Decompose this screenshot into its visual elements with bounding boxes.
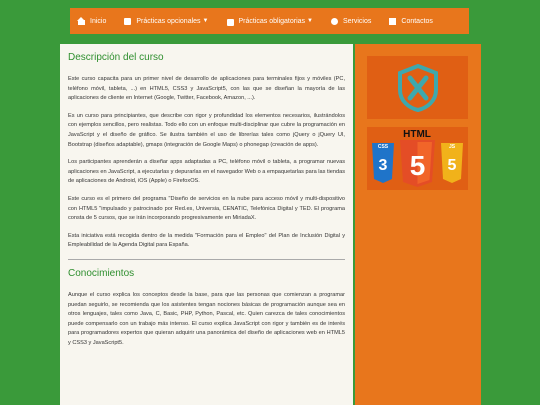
svg-text:3: 3	[378, 157, 388, 174]
nav-item-practicas-opcionales[interactable]	[124, 18, 208, 25]
home-icon	[78, 18, 85, 25]
gear-icon	[331, 18, 338, 25]
html5-number: 5	[409, 150, 426, 181]
paragraph: Esta iniciativa está recogida dentro de la medida "Formación para el Empleo" del Plan de Inclusión Digital y Empleabilidad de la Agenda Digital para España.	[68, 232, 345, 249]
briefcase-icon	[227, 19, 234, 26]
caret-down-icon: ▼	[307, 18, 313, 24]
nav-item-label: Servicios	[342, 17, 372, 25]
book-icon	[124, 18, 131, 25]
paragraph: Es un curso para principiantes, que describe con rigor y profundidad los elementos necesarios, ilustrándolos con ejemplos sencillos, pero realistas. Todo ello con un enfoque multi-disciplinar que cubre la programación en JavaScript y el diseño de gráfico. Se ilustra también el uso de librerías tales como jQuery o jQuery UI, Bootstrap (diseños adaptable), gmaps (integración de Google Maps) o phonegap (creación de apps).	[68, 112, 345, 148]
nav-item-inicio[interactable]	[78, 18, 106, 25]
section-title: Conocimientos	[68, 267, 135, 279]
paragraph: Aunque el curso explica los conceptos desde la base, para que las personas que comienzan a programar puedan seguirlo, se recomienda que los asistentes tengan nociones básicas de programación aunque sea en otros lenguajes, tales como Java, C, Basic, PHP, Python, Pascal, etc. Quien carezca de tales conocimientos puede compensarlo con un trabajo más intenso. El curso explica JavaScript con rigor y también es de interés para programadores expertos que quieran adquirir una panorámica del diseño de aplicaciones web en HTML5 y CSS3 y JavaScript5.	[68, 291, 345, 346]
nav-item-practicas-obligatorias[interactable]	[227, 18, 313, 25]
html5-css3-js-logo-icon[interactable]	[367, 127, 468, 190]
svg-text:5: 5	[447, 157, 457, 174]
js-logo-label: JS	[448, 144, 456, 150]
main-content	[60, 44, 353, 405]
html-logo-title: HTML	[403, 129, 431, 140]
nav-item-label: Prácticas obligatorias	[238, 17, 306, 25]
nav-item-contactos[interactable]	[389, 18, 433, 25]
section-title: Descripción del curso	[68, 52, 164, 63]
mail-icon	[389, 18, 396, 25]
paragraph: Este curso capacita para un primer nivel de desarrollo de aplicaciones para terminales fijos y móviles (PC, teléfono móvil, tableta, ...) en HTML5, CSS3 y JavaScript5, con las que se diseñan la mayoría de las aplicaciones de cliente en Internet (Google, Twitter, Facebook, Amazon, ...).	[68, 76, 345, 102]
paragraph: Este curso es el primero del programa "Diseño de servicios en la nube para acceso móvil y multi-dispositivo con HTML5 "impulsado y patrocinado por Red.es, Universia, CENATIC, Telefónica Digital y TED. El programa consta de 5 cursos, que se irán incorporando progresivamente en MiriadaX.	[68, 195, 345, 222]
nav-item-label: Inicio	[90, 17, 107, 25]
paragraph: Los participantes aprenderán a diseñar apps adaptadas a PC, teléfono móvil o tableta, a programar nuevas aplicaciones en JavaScript, a ejecutarlas y depurarlas en el navegador Web o a empaquetarlas para las tiendas de aplicaciones de Android, iOS (Apple) o FirefoxOS.	[68, 159, 345, 185]
nav-item-label: Contactos	[401, 17, 433, 25]
sidebar	[355, 44, 481, 405]
section-divider	[68, 259, 345, 260]
caret-down-icon: ▼	[202, 18, 209, 24]
x-shield-logo-icon[interactable]	[367, 56, 468, 119]
main-navbar	[70, 8, 469, 34]
css-logo-label: CSS	[377, 144, 389, 150]
nav-item-servicios[interactable]	[331, 18, 371, 25]
nav-item-label: Prácticas opcionales	[136, 17, 201, 25]
